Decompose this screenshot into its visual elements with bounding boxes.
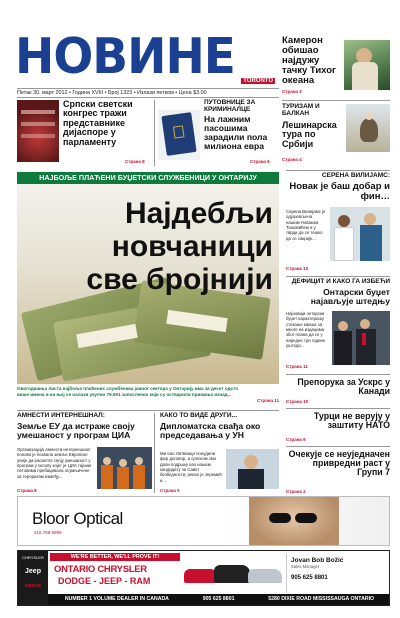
teaser-tourism-page: Страна 4 bbox=[282, 157, 302, 162]
ad-chrysler-left-strip bbox=[18, 551, 48, 606]
story-serbian-headline: Српски светски конгрес тражи представнике дијаспоре у парламенту bbox=[63, 99, 133, 147]
story-deficit-photo bbox=[332, 311, 390, 365]
ad-bloor-name: Bloor Optical bbox=[32, 509, 123, 528]
story-deficit[interactable] bbox=[286, 279, 390, 371]
story-growth[interactable] bbox=[286, 450, 390, 494]
story-diplomats-page: Страна 5 bbox=[160, 488, 180, 493]
ad-chrysler-contact-phone: 905 625 8801 bbox=[291, 575, 328, 581]
ad-chrysler-side-dodge: DODGE bbox=[24, 583, 42, 588]
lead-caption: Овогодишња листа најбоље плаћених службеника јавног сектора у Онтарију има за десет одсто више имена и на њој се налази укупно 79.901 запослених који су остварили примања изнад... bbox=[17, 386, 239, 397]
ad-chrysler-contact-name: Jovan Bob Božić bbox=[291, 557, 344, 564]
teaser-tourism-headline: Лешинарска тура по Србији bbox=[282, 119, 337, 149]
story-amnesty[interactable] bbox=[17, 413, 152, 493]
story-amnesty-page: Страна 8 bbox=[17, 488, 37, 493]
ad-chrysler[interactable] bbox=[17, 550, 390, 606]
ad-chrysler-side-chrysler: CHRYSLER bbox=[22, 555, 44, 560]
story-easter[interactable] bbox=[286, 378, 390, 404]
ad-chrysler-brand-1: ONTARIO CHRYSLER bbox=[54, 564, 147, 575]
teaser-tourism[interactable] bbox=[282, 104, 390, 164]
story-growth-page: Страна 2 bbox=[286, 489, 306, 494]
ad-chrysler-cars bbox=[184, 559, 284, 589]
lead-headline-2: новчаници bbox=[111, 230, 273, 263]
dateline: Петак 30. март 2012 • Година XVIII • Број 1323 • Излази петком • Цена $3.00 bbox=[17, 88, 279, 98]
masthead bbox=[15, 27, 277, 90]
masthead-title: НОВИНЕ bbox=[15, 27, 235, 86]
story-diplomats-body: Ми смо Литванци понудили фер договор, а српском смо дали подршку као нашем кандидату за Савет безбедности, рекао је Јеремић и... bbox=[160, 451, 222, 483]
story-easter-headline: Препорука за Ускрс у Канади bbox=[297, 377, 390, 397]
teaser-top-page: Страна 3 bbox=[282, 89, 302, 94]
teaser-tourism-kicker: ТУРИЗАМ И БАЛКАН bbox=[282, 103, 320, 117]
story-serena-photo bbox=[330, 207, 390, 261]
lead-page: Страна 11 bbox=[257, 398, 279, 403]
story-diplomats[interactable] bbox=[160, 413, 279, 493]
story-serena-kicker: СЕРЕНА ВИЛИЈАМС: bbox=[321, 172, 390, 179]
story-nato-headline: Турци не верују у заштиту НАТО bbox=[313, 411, 390, 431]
ad-bloor-phone: 416 769 6999 bbox=[34, 530, 62, 535]
teaser-tourism-photo bbox=[346, 104, 390, 152]
lead-headline-3: све бројнији bbox=[86, 263, 273, 296]
story-nato[interactable] bbox=[286, 412, 390, 442]
ad-chrysler-address: 5280 DIXIE ROAD MISSISSAUGA ONTARIO bbox=[268, 596, 375, 602]
story-amnesty-kicker: АМНЕСТИ ИНТЕРНЕШНАЛ: bbox=[17, 412, 105, 419]
ad-chrysler-side-jeep: Jeep bbox=[25, 568, 41, 575]
story-passport-headline: На лажним пасошима зарадили пола милиона евра bbox=[204, 114, 268, 152]
ad-chrysler-phone: 905 625 8801 bbox=[202, 596, 235, 602]
story-passport-page: Страна 6 bbox=[250, 159, 270, 164]
story-diplomats-photo bbox=[226, 449, 279, 489]
story-amnesty-headline: Земље ЕУ да истраже своју умешаност у програм ЦИА bbox=[17, 420, 135, 440]
lead-story[interactable] bbox=[17, 172, 279, 408]
ad-chrysler-footer-bar bbox=[48, 594, 390, 605]
ad-chrysler-footer: NUMBER 1 VOLUME DEALER IN CANADA bbox=[64, 596, 169, 602]
ad-bloor-model bbox=[249, 497, 339, 546]
story-passport[interactable] bbox=[158, 100, 278, 166]
story-deficit-body: Најновији онтарски буџет карактеришу стезање каиша за многе на издацима због плана да се у наредне три године уштеди... bbox=[286, 311, 326, 349]
ad-chrysler-slogan: WE'RE BETTER, WE'LL PROVE IT! bbox=[50, 553, 180, 561]
teaser-top[interactable] bbox=[282, 36, 390, 96]
ad-chrysler-contact bbox=[286, 553, 388, 593]
lead-headline-1: Најдебљи bbox=[124, 197, 273, 230]
story-passport-photo bbox=[158, 110, 200, 160]
story-serena[interactable] bbox=[286, 173, 390, 273]
story-amnesty-body: Организација Амнести интернешнал поново је позвала земље Европске уније да расветле своју умешаност у програм у склопу којег је ЦИА тајним летовима пребацивала осумњичене за тероризам између... bbox=[17, 447, 91, 479]
teaser-top-headline: Камерон обишао најдужу тачку Тихог океана bbox=[282, 35, 336, 86]
story-serbian-page: Страна 8 bbox=[125, 159, 145, 164]
story-amnesty-photo bbox=[97, 447, 152, 489]
story-growth-headline: Очекује се неуједначен привредни раст у Групи 7 bbox=[288, 449, 390, 478]
teaser-top-photo bbox=[344, 40, 390, 90]
story-serena-page: Страна 10 bbox=[286, 266, 309, 271]
story-serena-body: Серена Вилијамс је одушевљена нашим Новаком Ђоковићем и у тврди да се тешко да се сакрије... bbox=[286, 209, 326, 241]
masthead-city: TORONTO bbox=[243, 78, 273, 84]
story-serbian-photo bbox=[17, 100, 59, 162]
ad-bloor-optical[interactable] bbox=[17, 496, 390, 546]
story-deficit-page: Страна 11 bbox=[286, 364, 308, 369]
story-deficit-kicker: ДЕФИЦИТ И КАКО ГА ИЗБЕЋИ bbox=[291, 278, 390, 285]
story-passport-kicker: ПУТОВНИЦЕ ЗА КРИМИНАЛЦЕ bbox=[204, 99, 256, 113]
ad-chrysler-brand-2: DODGE - JEEP - RAM bbox=[58, 576, 151, 586]
story-diplomats-kicker: КАКО ТО ВИДЕ ДРУГИ... bbox=[160, 412, 237, 419]
story-nato-page: Страна 9 bbox=[286, 437, 306, 442]
story-diplomats-headline: Дипломатска свађа око председавања у УН bbox=[160, 420, 261, 440]
lead-banner: НАЈБОЉЕ ПЛАЋЕНИ БУЏЕТСКИ СЛУЖБЕНИЦИ У ОНТАРИЈУ bbox=[17, 172, 279, 184]
story-serbian[interactable] bbox=[17, 100, 152, 166]
story-deficit-headline: Онтарски буџет најављује штедњу bbox=[310, 286, 390, 306]
story-easter-page: Страна 10 bbox=[286, 399, 309, 404]
story-serena-headline: Новак је баш добар и фин… bbox=[289, 180, 390, 202]
ad-chrysler-contact-title: Sales Manager bbox=[291, 564, 320, 569]
